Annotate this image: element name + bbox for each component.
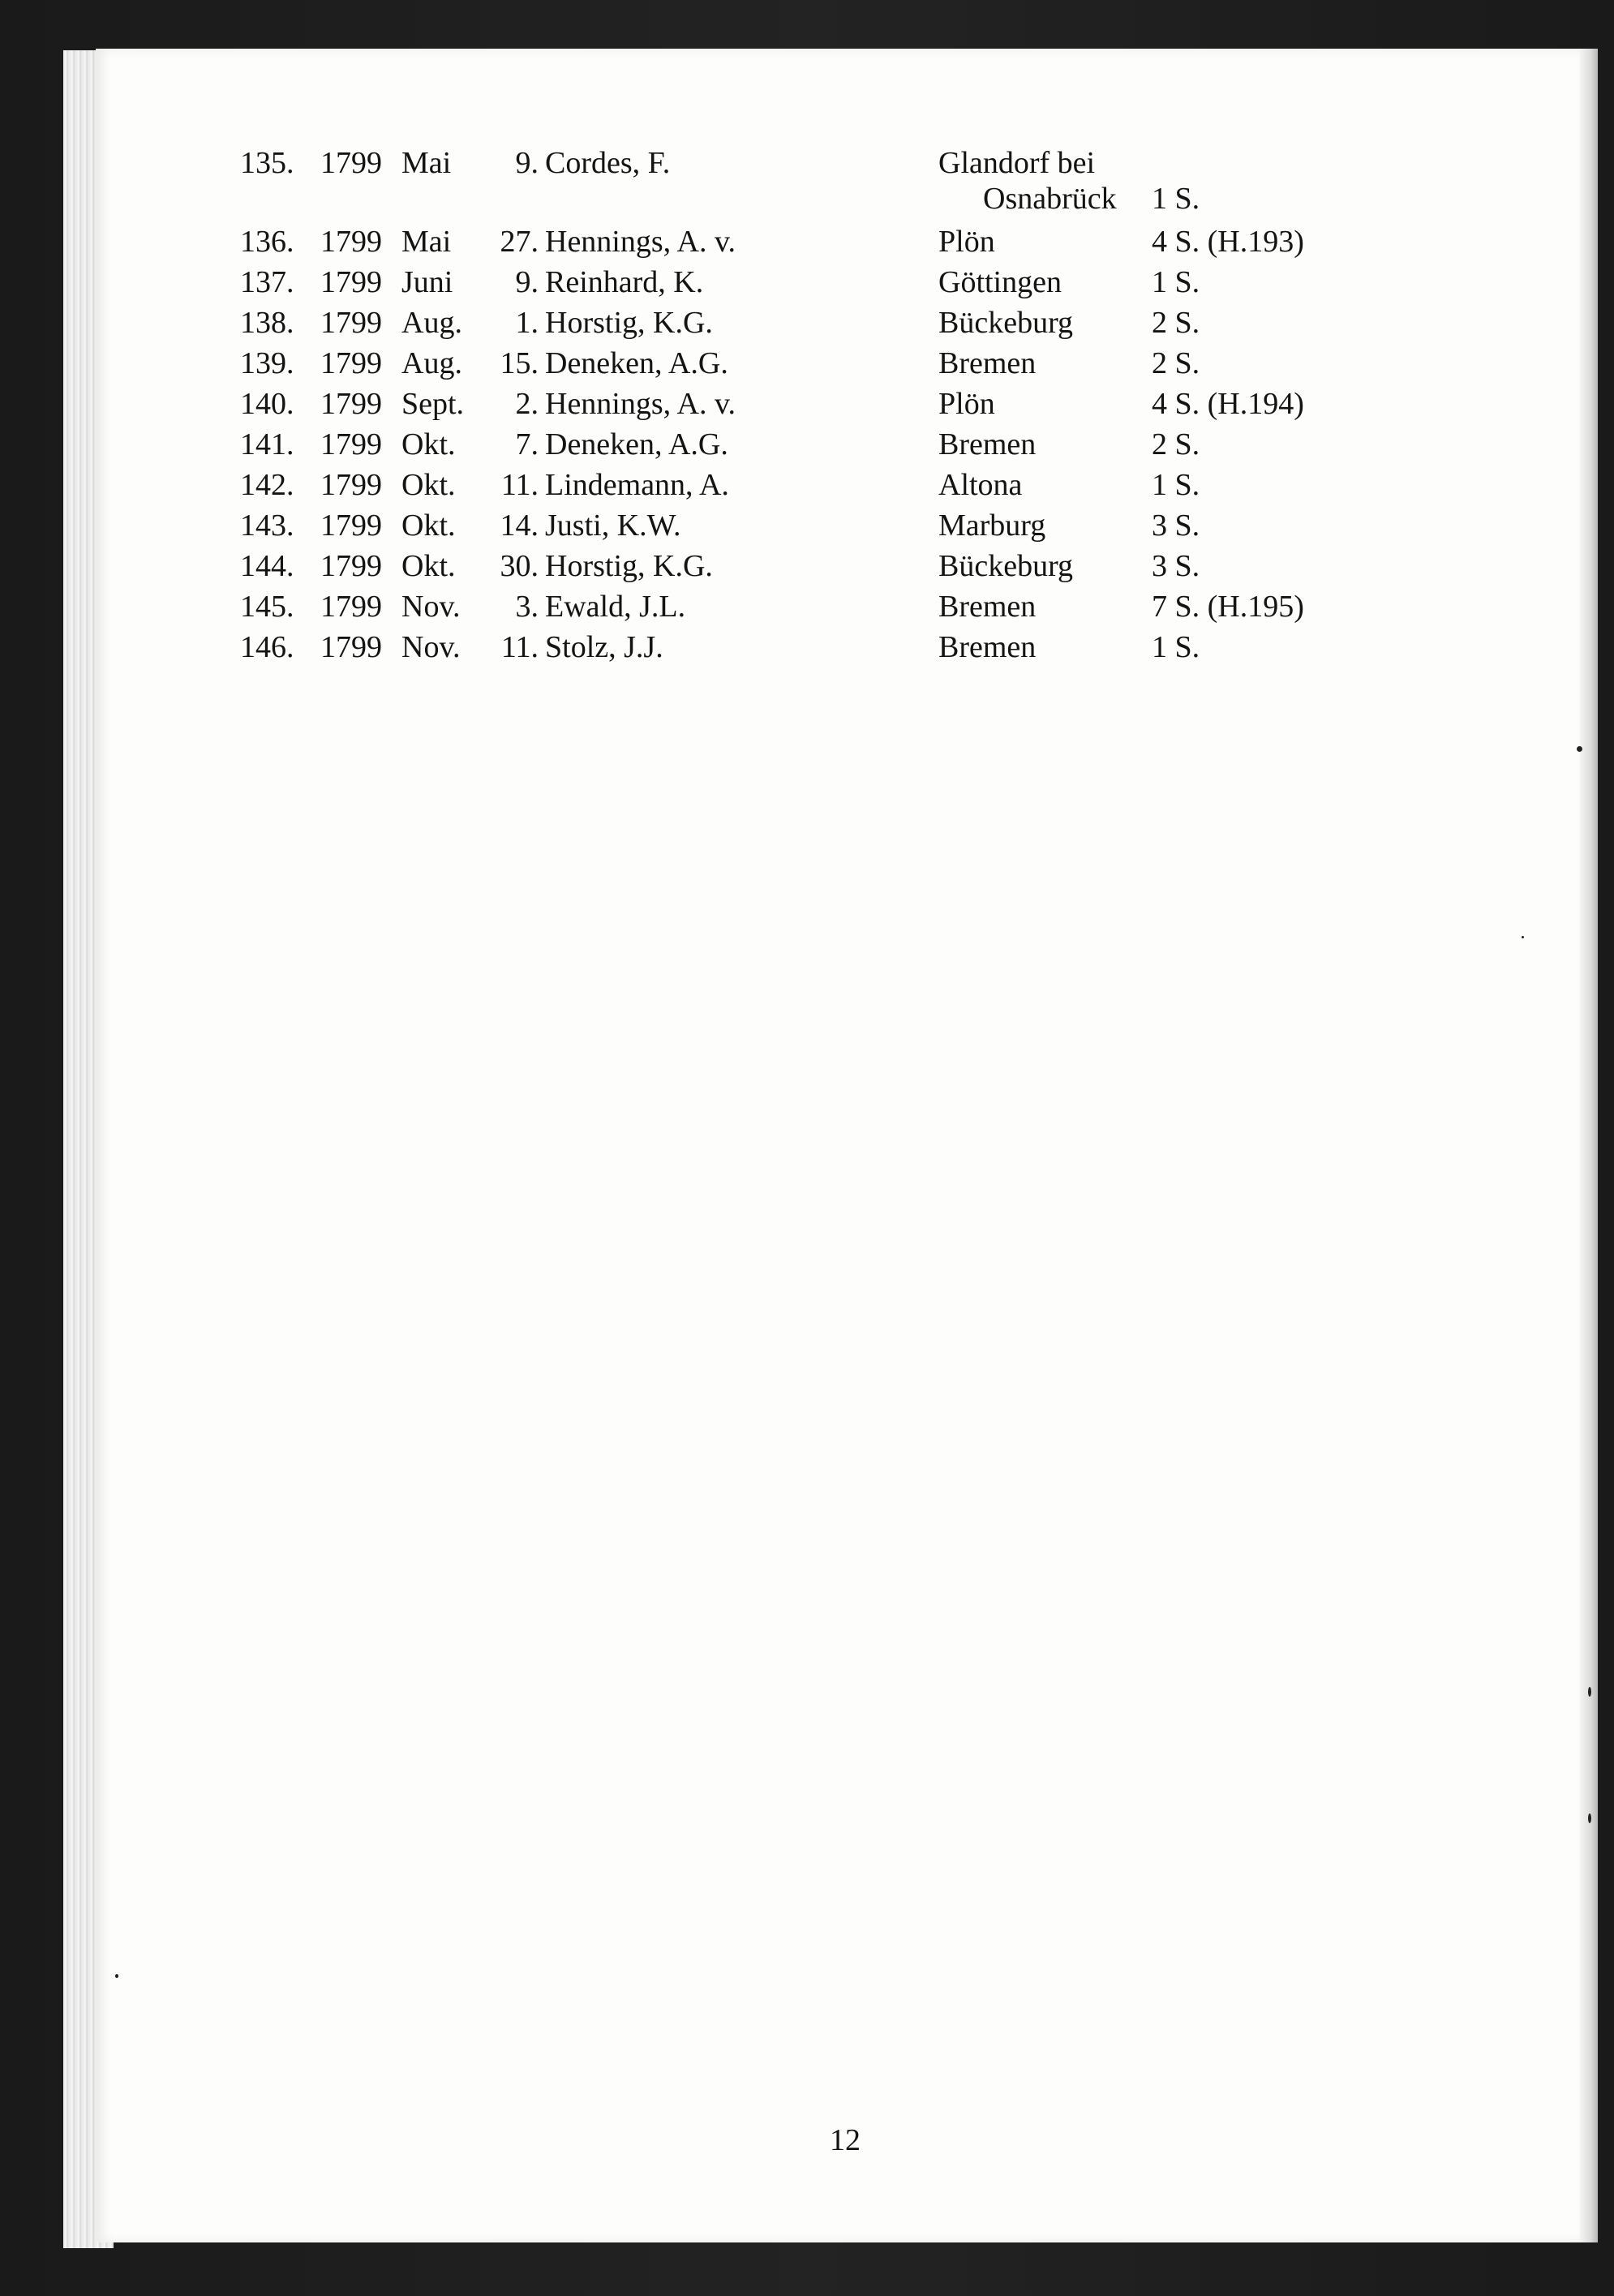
- entry-correspondent: Deneken, A.G.: [545, 346, 728, 380]
- entry-place: Marburg: [938, 509, 1046, 543]
- entry-pages: 1 S.: [1152, 265, 1200, 299]
- entry-month: Mai: [401, 225, 452, 259]
- entry-pages: 2 S.: [1152, 346, 1200, 380]
- entry-correspondent: Cordes, F.: [545, 146, 671, 180]
- register-entry: [0, 303, 1614, 343]
- entry-month: Nov.: [401, 630, 461, 664]
- entry-number: 139.: [240, 346, 294, 380]
- entry-day: 11.: [500, 468, 539, 502]
- entry-year: 1799: [320, 427, 382, 461]
- entry-year: 1799: [320, 265, 382, 299]
- entry-year: 1799: [320, 509, 382, 543]
- entry-day: 9.: [515, 265, 539, 299]
- register-entry: [0, 465, 1614, 505]
- entry-number: 146.: [240, 630, 294, 664]
- scan-speck: [1522, 936, 1524, 938]
- entry-day: 30.: [500, 549, 539, 583]
- entry-place: Plön: [938, 225, 995, 259]
- register-entry: [0, 505, 1614, 546]
- entry-month: Aug.: [401, 346, 462, 380]
- entry-year: 1799: [320, 590, 382, 624]
- entry-correspondent: Reinhard, K.: [545, 265, 704, 299]
- entry-place: Bremen: [938, 630, 1037, 664]
- register-entry: [0, 586, 1614, 627]
- entry-number: 135.: [240, 146, 294, 180]
- entry-month: Mai: [401, 146, 452, 180]
- entry-place: Bremen: [938, 346, 1037, 380]
- register-entry-continuation: [0, 178, 1614, 219]
- entry-number: 140.: [240, 387, 294, 421]
- entry-number: 137.: [240, 265, 294, 299]
- register-entry: [0, 221, 1614, 262]
- entry-place: Bückeburg: [938, 549, 1074, 583]
- entry-number: 144.: [240, 549, 294, 583]
- entry-day: 9.: [515, 146, 539, 180]
- scan-speck: [1588, 1687, 1591, 1697]
- entry-day: 11.: [500, 630, 539, 664]
- entry-correspondent: Horstig, K.G.: [545, 306, 713, 340]
- entry-pages: 1 S.: [1152, 468, 1200, 502]
- entry-pages: 3 S.: [1152, 549, 1200, 583]
- entry-year: 1799: [320, 387, 382, 421]
- entry-place: Göttingen: [938, 265, 1062, 299]
- register-entry: [0, 546, 1614, 586]
- entry-pages: 2 S.: [1152, 306, 1200, 340]
- entry-place: Bremen: [938, 590, 1037, 624]
- entry-correspondent: Stolz, J.J.: [545, 630, 663, 664]
- entry-correspondent: Hennings, A. v.: [545, 225, 736, 259]
- entry-year: 1799: [320, 630, 382, 664]
- entry-year: 1799: [320, 549, 382, 583]
- entry-year: 1799: [320, 146, 382, 180]
- entry-correspondent: Ewald, J.L.: [545, 590, 686, 624]
- entry-year: 1799: [320, 468, 382, 502]
- entry-month: Sept.: [401, 387, 465, 421]
- entry-number: 142.: [240, 468, 294, 502]
- entry-day: 14.: [500, 509, 539, 543]
- entry-correspondent: Hennings, A. v.: [545, 387, 736, 421]
- scan-speck: [1577, 746, 1582, 752]
- entry-pages: 1 S.: [1152, 182, 1200, 216]
- entry-correspondent: Horstig, K.G.: [545, 549, 713, 583]
- entry-day: 3.: [515, 590, 539, 624]
- page-number: 12: [830, 2123, 861, 2157]
- register-entry: [0, 143, 1614, 183]
- entry-place: Altona: [938, 468, 1023, 502]
- register-entry: [0, 384, 1614, 424]
- entry-pages: 3 S.: [1152, 509, 1200, 543]
- entry-month: Okt.: [401, 549, 456, 583]
- entry-month: Aug.: [401, 306, 462, 340]
- entry-correspondent: Lindemann, A.: [545, 468, 729, 502]
- register-entry: [0, 627, 1614, 667]
- entry-year: 1799: [320, 306, 382, 340]
- entry-place: Plön: [938, 387, 995, 421]
- entry-month: Okt.: [401, 509, 456, 543]
- entry-month: Okt.: [401, 427, 456, 461]
- entry-correspondent: Deneken, A.G.: [545, 427, 728, 461]
- entry-day: 2.: [515, 387, 539, 421]
- entry-day: 27.: [500, 225, 539, 259]
- entry-day: 7.: [515, 427, 539, 461]
- register-entry: [0, 343, 1614, 384]
- entry-pages: 1 S.: [1152, 630, 1200, 664]
- scan-speck: [115, 1974, 118, 1978]
- entry-pages: 4 S. (H.193): [1152, 225, 1304, 259]
- entry-number: 143.: [240, 509, 294, 543]
- entry-correspondent: Justi, K.W.: [545, 509, 681, 543]
- entry-year: 1799: [320, 346, 382, 380]
- entry-year: 1799: [320, 225, 382, 259]
- entry-pages: 4 S. (H.194): [1152, 387, 1304, 421]
- entry-number: 141.: [240, 427, 294, 461]
- entry-number: 136.: [240, 225, 294, 259]
- entry-month: Nov.: [401, 590, 461, 624]
- entry-place: Osnabrück: [983, 182, 1117, 216]
- entry-pages: 7 S. (H.195): [1152, 590, 1304, 624]
- entry-month: Okt.: [401, 468, 456, 502]
- entry-number: 145.: [240, 590, 294, 624]
- register-entry: [0, 262, 1614, 303]
- entry-day: 15.: [500, 346, 539, 380]
- entry-pages: 2 S.: [1152, 427, 1200, 461]
- entry-day: 1.: [515, 306, 539, 340]
- entry-place: Glandorf bei: [938, 146, 1096, 180]
- entry-month: Juni: [401, 265, 453, 299]
- entry-place: Bückeburg: [938, 306, 1074, 340]
- scan-speck: [1588, 1813, 1591, 1823]
- register-entry: [0, 424, 1614, 465]
- entry-number: 138.: [240, 306, 294, 340]
- entry-place: Bremen: [938, 427, 1037, 461]
